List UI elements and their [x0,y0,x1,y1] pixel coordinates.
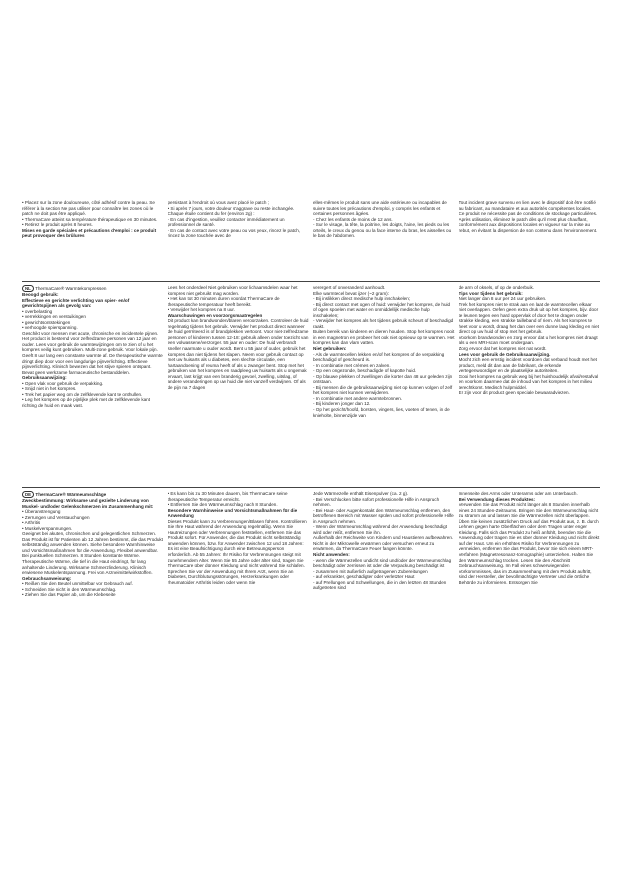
de-text: • Es kann bis zu 30 Minuten dauern, bis ThermaCare seine therapeutische Temperatur erreicht. [167,491,288,502]
nl-text: Niet langer dan 8 uur per 24 uur gebruiken. [458,296,547,302]
de-text: Besondere Warnhinweise und Vorsichtsmaßnahmen für die Anwendung [167,507,298,519]
de-text: • Schneiden Sie nicht in den Wärmeumschlag. [22,586,117,592]
nl-text: Elke warmtecel bevat ijzer (~2 gram): [313,290,389,296]
nl-text: Lees voor gebruik de Gebruiksaanwijzing. [458,351,551,357]
nl-text: • verrekkingen en verstuikingen [22,314,86,320]
de-column-3 [313,491,455,687]
fr-text: - Chez les enfants de moins de 12 ans. [313,216,393,222]
french-section-continuation [22,200,600,278]
nl-heading [22,285,164,292]
de-text: Gebrauchsanweisung: [22,575,72,581]
nl-text: Beoogd gebruik: [22,292,59,297]
nl-text: - Als de warmtecellen lekken en/of het kompres of de verpakking beschadigd of gescheurd is. [313,351,445,363]
fr-text: Tout incident grave survenu en lien avec le dispositif doit être notifié au fabricant, au mandataire et aux autorités compétentes locales. [458,200,596,211]
de-text: Nicht anwenden: [313,552,350,558]
de-heading [22,491,164,498]
de-text: - zusammen mit äußerlich aufgetragenen Zubereitungen [313,568,428,574]
de-text: • Ziehen Sie das Papier ab, um die Klebeseite [22,592,116,598]
fr-text: • ThermaCare atteint sa température thérapeutique en 30 minutes. [22,216,158,222]
de-text: • Entfernen Sie den Wärmeumschlag nach 8 Stunden. [167,502,278,508]
de-text: • Reißen Sie den Beutel unmittelbar vor Gebrauch auf. [22,581,133,587]
nl-text: • Leg het kompres op de pijnlijke plek met de zelfklevende kant richting de huid en maak vast. [22,397,151,408]
fr-column-3 [313,200,455,278]
de-text: • Überanstrengung [22,509,61,515]
de-text: • Arthritis [22,520,41,526]
de-text: Innenseite des Arms oder Unterarms oder am Unterbauch. [458,491,578,496]
nl-column-2 [168,285,310,485]
nl-text: Gooi het kompres na gebruik weg bij het huishoudelijk afval/restafval en voorkom daarmee dat de inhoud van het kompres in het milieu terechtkomt. Medisch hulpmiddel. [458,373,599,390]
de-language-badge: DE [22,491,34,498]
nl-text: • Verwijder het kompres na 8 uur. [167,307,235,313]
nl-text: - Op het gezicht/hoofd, borsten, vingers, lies, voeten of tenen, in de knieholte, binnenzijde van [313,407,450,418]
nl-text: • Open vlak voor gebruik de verpakking. [22,380,104,386]
fr-column-1 [22,200,164,278]
nl-text: Trek het kompres niet te strak aan en laat de warmtecellen elkaar niet overlappen. Oefen geen extra druk uit op het kompres, bijv. door te leunen tegen een hard oppervlak of door het te dragen onder strakke kleding, een strakke tailleband of riem. Als het kompres te heet voor u wordt, draag het dan over een dunne laag kleding en niet direct op uw huid of stop met het gebruik. [458,301,599,335]
nl-text: Geschikt voor mensen met acute, chronische en incidentele pijnen. Het product is bestemd voor zelfredzame personen van 12 jaar en ouder. Lees voor gebruik de warmtewijzingen om te zien of u het kompres veilig kunt gebruiken. Multi-zone gebruik. Voor lokale pijn. Geeft 8 uur lang een constante warmte af. De therapeutische warmte dringt diep door voor een langdurige pijnverlichting. Effectieve pijnverlichting. Klinisch bewezen dat het stijve spieren ontspant. Bevat geen werkzame farmaceutische bestanddelen. [22,330,163,375]
nl-text: Dit product kan brandwonden/blaren veroorzaken. Controleer de huid regelmatig tijdens het gebruik. Verwijder het product direct wanneer de huid geïrriteerd is of brandplekken vertoont. Voor niet-zelfredzame personen of kinderen tussen 12-18: gebruik alleen onder toezicht van een volwassene/verzorger. 55 jaar en ouder: De huid verbrandt sneller naarmate u ouder wordt. Bent u 55 jaar of ouder, gebruik het kompres dan niet tijdens het slapen. Neem voor gebruik contact op met uw huisarts als u diabetes, een slechte circulatie, een hartaandoening of reuma heeft of als u zwanger bent. Stop met het gebruiken van het kompres en raadpleeg uw huisarts als u ongemak ervaart, last krijgt van een branderig gevoel, zwelling, uitslag, of andere veranderingen op uw huid die niet vanzelf verdwijnen. Of als de pijn na 7 dagen [167,318,309,390]
nl-text: de arm of oksels, of op de onderbuik. [458,285,535,290]
nl-text: - In combinatie met crèmes en zalven. [313,362,391,368]
nl-text: Lees het onderdeel Niet gebruiken voor lichaamsdelen waar het kompres niet gebruikt mag worden. [167,285,298,296]
nl-text: - Bij mensen die de gebruiksaanwijzing niet op kunnen volgen of zelf het kompres niet kunnen verwijderen. [313,384,453,396]
nl-column-4 [459,285,601,485]
fr-text: • Placez sur la zone douloureuse, côté adhésif contre la peau. Se référer à la section Ne pas utiliser pour connaître les zones où le patch ne doit pas être appliqué. [22,200,155,217]
de-text: Verwenden Sie das Produkt nicht länger als 8 Stunden innerhalb eines 24 Stunden-Zeitraums. Bringen Sie den Wärmeumschlag nicht zu stramm an und lassen Sie die Wärmezellen nicht überlappen. Üben Sie keinen zusätzlichen Druck auf das Produkt aus, z. B. durch Lehnen gegen harte Oberflächen oder dem Tragen unter enger Kleidung. Falls sich das Produkt zu heiß anfühlt, beenden Sie die Anwendung oder tragen Sie es über dünner Kleidung und nicht direkt auf der Haut. Um ein erhöhtes Risiko für Verbrennungen zu vermeiden, entfernen Sie das Produkt, bevor Sie sich einem MRT-Verfahren (Magnetresonanz-tomographie) unterziehen. Halten Sie den Wärmeumschlag trocken. Lesen Sie den Abschnitt Gebrauchsanweisung. Im Fall eines schwerwiegenden Vorkommnisses, das im Zusammenhang mit dem Produkt auftritt, sind der Hersteller, der bevollmächtigte Vertreter und die örtliche Behörde zu informieren. Entsorgen Sie [458,502,600,585]
fr-text: Mises en garde spéciales et précautions d'emploi : ce produit peut provoquer des brûlures [22,227,157,239]
nl-text: Gebruiksaanwijzing: [22,375,67,381]
nl-text: verergert of onveranderd aanhoudt. [313,285,386,290]
nl-text: - Op een ongezonde, beschadigde of kapotte huid. [313,368,417,374]
nl-text: Zorg ervoor dat het kompres niet nat wordt. [458,346,547,352]
fr-column-4 [459,200,601,278]
de-column-4 [459,491,601,687]
section-divider [22,487,600,488]
de-column-2 [168,491,310,687]
fr-text: • Retirez le produit après 8 heures. [22,222,93,228]
nl-text: • Het kan tot 30 minuten duren voordat ThermaCare de therapeutische temperatuur heeft bereikt. [167,296,280,307]
de-text: Jede Wärmezelle enthält Eisenpulver (ca. 2 g). [313,491,409,496]
nl-column-3 [313,285,455,485]
de-text: Bei Verwendung dieses Produktes: [458,496,536,502]
fr-text: • Si après 7 jours, votre douleur s'aggrave ou reste inchangée. [167,205,295,211]
de-text: - Bei Verschlucken bitte sofort professionelle Hilfe in Anspruch nehmen. [313,496,440,508]
nl-title: ThermaCare® Warmtekompressen [35,286,107,291]
de-title: ThermaCare® Wärmeumschläge [35,492,107,497]
section-divider [22,281,600,282]
nl-text: Niet gebruiken: [313,346,347,352]
de-text: - Bei Haut- oder Augenkontakt den Wärmeumschlag entfernen, den betroffenen Bereich mit Wasser spülen und sofort professionelle Hilfe in Anspruch nehmen. [313,507,454,524]
fr-text: - En cas d'ingestion, veuillez contacter immédiatement un professionnel de santé. [167,216,285,228]
fr-text: persistant à l'endroit où vous avez placé le patch ; [167,200,269,205]
nl-text: - Bij direct contact met ogen of huid: verwijder het kompres, de huid of ogen spoelen met water en onmiddellijk medische hulp inschakelen; [313,301,451,318]
de-text: - auf Prellungen und Schwellungen, die in den letzten 48 Stunden aufgetreten sind [313,579,447,591]
fr-text: - Sur le visage, la tête, la poitrine, les doigts, l'aine, les pieds ou les orteils, le creux du genou ou la face interne du bras, les aisselles ou le bas de l'abdomen. [313,222,452,239]
de-text: - auf erkrankter, geschädigter oder verletzter Haut [313,574,415,580]
nl-text: Effectieve en gerichte verlichting van spier- en/of gewrichtspijnen als gevolg van: [22,297,130,309]
nl-column-1 [22,285,164,485]
nl-text: • verhoogde spierspanning. [22,325,78,331]
de-text: - Wenn der Wärmeumschlag während der Anwendung beschädigt wird oder reißt, entfernen Sie ihn. [313,524,447,535]
de-text: Außerhalb der Reichweite von Kindern und Haustieren aufbewahren. Nicht in der Mikrowelle erwärmen oder versuchen erneut zu erwärmen, da ThermaCare Feuer fangen könnte. [313,535,454,552]
de-text: - wenn die Wärmezellen undicht sind und/oder der Wärmeumschlag beschädigt oder zerrissen ist oder die Verpackung beschädigt ist [313,557,452,569]
nl-text: - Bij inslikken direct medische hulp inschakelen; [313,296,411,302]
nl-text: Tips voor tijdens het gebruik: [458,290,523,296]
nl-text: - Bij kinderen jonger dan 12. [313,401,371,407]
nl-text: Buiten bereik van kinderen en dieren houden. Stop het kompres nooit in een magnetron en probeer het ook niet opnieuw op te warmen. Het kompres kan dan vlam vatten. [313,329,455,346]
fr-text: Chaque étuile contient du fer (environ 2g) : [167,211,255,217]
nl-text: Er zijn voor dit product geen speciale bewaaradviezen. [458,390,570,396]
fr-text: Ce produit ne nécessite pas de conditions de stockage particulières. Après utilisation, éliminez le patch dès qu'il n'est plus chauffant, conformément aux dispositions locales en vigueur sur la mise au rebut, en évitant la dispersion de son contenu dans l'environnement. [458,211,598,233]
nl-language-badge: NL [22,285,34,292]
nl-text: - Verwijder het kompres als het tijdens gebruik scheurt of beschadigd raakt. [313,318,454,329]
dutch-section [22,285,600,485]
de-text: Dieses Produkt kann zu Verbrennungen/Blasen führen. Kontrollieren Sie Ihre Haut während der Anwendung regelmäßig. Wenn Sie Hautreizungen oder Verbrennungen feststellen, entfernen Sie das Produkt sofort. Für Anwender, die das Produkt nicht selbstständig anwenden können, bzw. für Anwender zwischen 12 und 18 Jahren: Es ist eine Beaufsichtigung durch eine Betreuungsperson erforderlich. Ab 55 Jahren: Ihr Risiko für Verbrennungen steigt mit zunehmendem Alter. Wenn Sie 55 Jahre oder älter sind, tragen Sie ThermaCare über dünner Kleidung und nicht während Sie schlafen. Sprechen Sie vor der Anwendung mit Ihrem Arzt, wenn Sie an Diabetes, Durchblutungsstörungen, Herzerkrankungen oder rheumatoider Arthritis leiden oder wenn Sie [167,518,307,585]
nl-text: Voorkom brandwonden en zorg ervoor dat u het kompres niet draagt als u een MRI-scan moet ondergaan. [458,334,598,346]
de-column-1 [22,491,164,687]
german-section [22,491,600,687]
nl-text: • Trek het papier weg om de zelfklevende kant te onthullen. [22,391,143,397]
de-text: • Zerrungen und Verstauchungen [22,514,90,520]
nl-text: Mocht zich een ernstig incident voordoen dat verband houdt met het product, meld dit dan aan de fabrikant, de erkende vertegenwoordiger en de plaatselijke autoriteiten. [458,357,597,374]
nl-text: • gewrichtsontstekingen [22,319,71,325]
nl-text: • Snijd niet in het kompres. [22,386,77,392]
de-text: • Muskelverspannungen. [22,525,73,531]
fr-text: - En cas de contact avec votre peau ou vos yeux, rincez le patch, rincez la zone touchée avec de [167,227,301,239]
fr-text: elles-mêmes le produit sans une aide extérieure ou incapables de suivre toutes les précautions d'emploi, y compris les enfants et certaines personnes âgées. [313,200,447,217]
de-text: Geeignet bei akuten, chronischen und gelegentlichen Schmerzen. Das Produkt ist für Patienten ab 12 Jahren bestimmt, die das Produkt selbstständig anwenden können. Siehe besondere Warnhinweise und Vorsichtsmaßnahmen für die Anwendung. Flexibel anwendbar. Bei punktuellen Schmerzen. 8 Stunden konstante Wärme. Therapeutische Wärme, die tief in die Haut eindringt, für lang anhaltende Linderung. Wirksame Schmerzlinderung. Klinisch erwiesene Muskelentspannung. Frei von Arzneimittelwirkstoffen. [22,531,163,576]
nl-text: - Op blauwe plekken of zwellingen die korter dan 48 uur geleden zijn ontstaan. [313,373,453,385]
nl-text: - In combinatie met andere warmtebronnen. [313,395,403,401]
fr-column-2 [168,200,310,278]
nl-text: • overbelasting [22,308,53,314]
nl-text: Waarschuwingen en voorzorgsmaatregelen [167,312,263,318]
de-text: Zweckbestimmung: Wirksame und gezielte Linderung von Muskel- und/oder Gelenkschmerzen im Zusammenhang mit: [22,498,154,509]
